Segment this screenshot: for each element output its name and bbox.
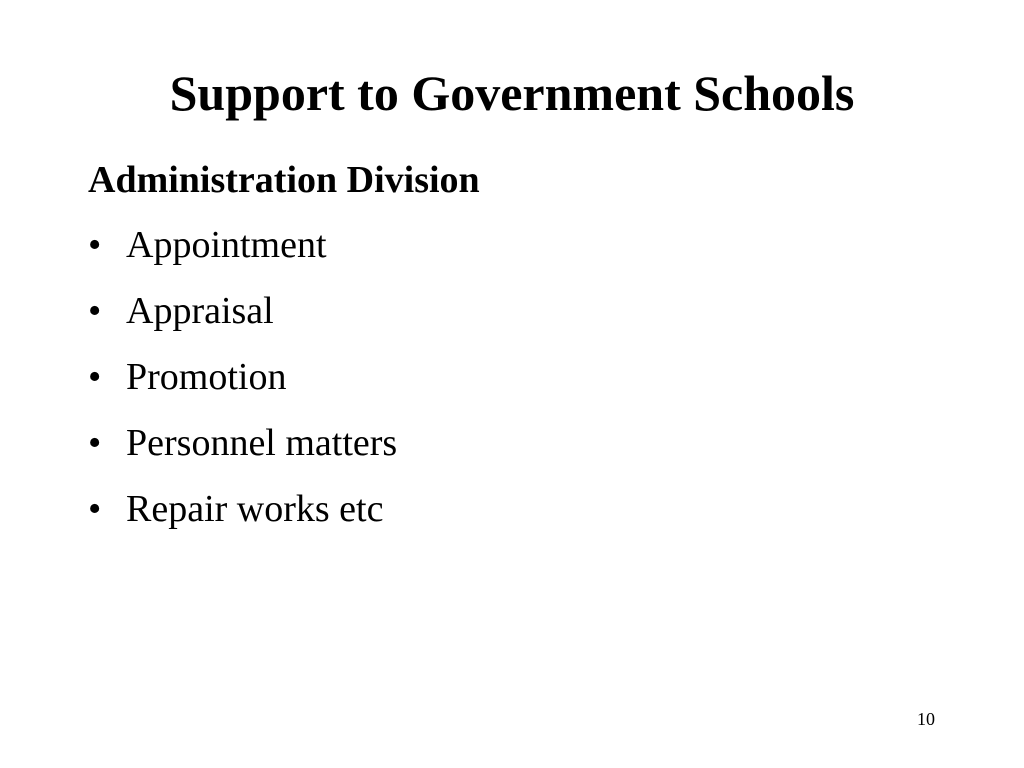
slide-content bbox=[88, 152, 948, 542]
list-item-appraisal bbox=[88, 278, 948, 344]
bullet-list bbox=[88, 212, 948, 542]
list-item-appointment bbox=[88, 212, 948, 278]
bullet-label: Appointment bbox=[126, 224, 327, 266]
bullet-icon: • bbox=[88, 422, 102, 464]
bullet-label: Personnel matters bbox=[126, 422, 398, 464]
bullet-icon: • bbox=[88, 356, 102, 398]
bullet-label: Appraisal bbox=[126, 290, 274, 332]
bullet-icon: • bbox=[88, 290, 102, 332]
page-number: 10 bbox=[917, 709, 935, 729]
bullet-icon: • bbox=[88, 488, 102, 530]
list-item-repair-works bbox=[88, 476, 948, 542]
list-item-personnel-matters bbox=[88, 410, 948, 476]
section-heading: Administration Division bbox=[88, 159, 480, 201]
slide-title: Support to Government Schools bbox=[169, 65, 855, 121]
bullet-icon: • bbox=[88, 224, 102, 266]
list-item-promotion bbox=[88, 344, 948, 410]
bullet-label: Promotion bbox=[126, 356, 287, 398]
bullet-label: Repair works etc bbox=[126, 488, 384, 530]
